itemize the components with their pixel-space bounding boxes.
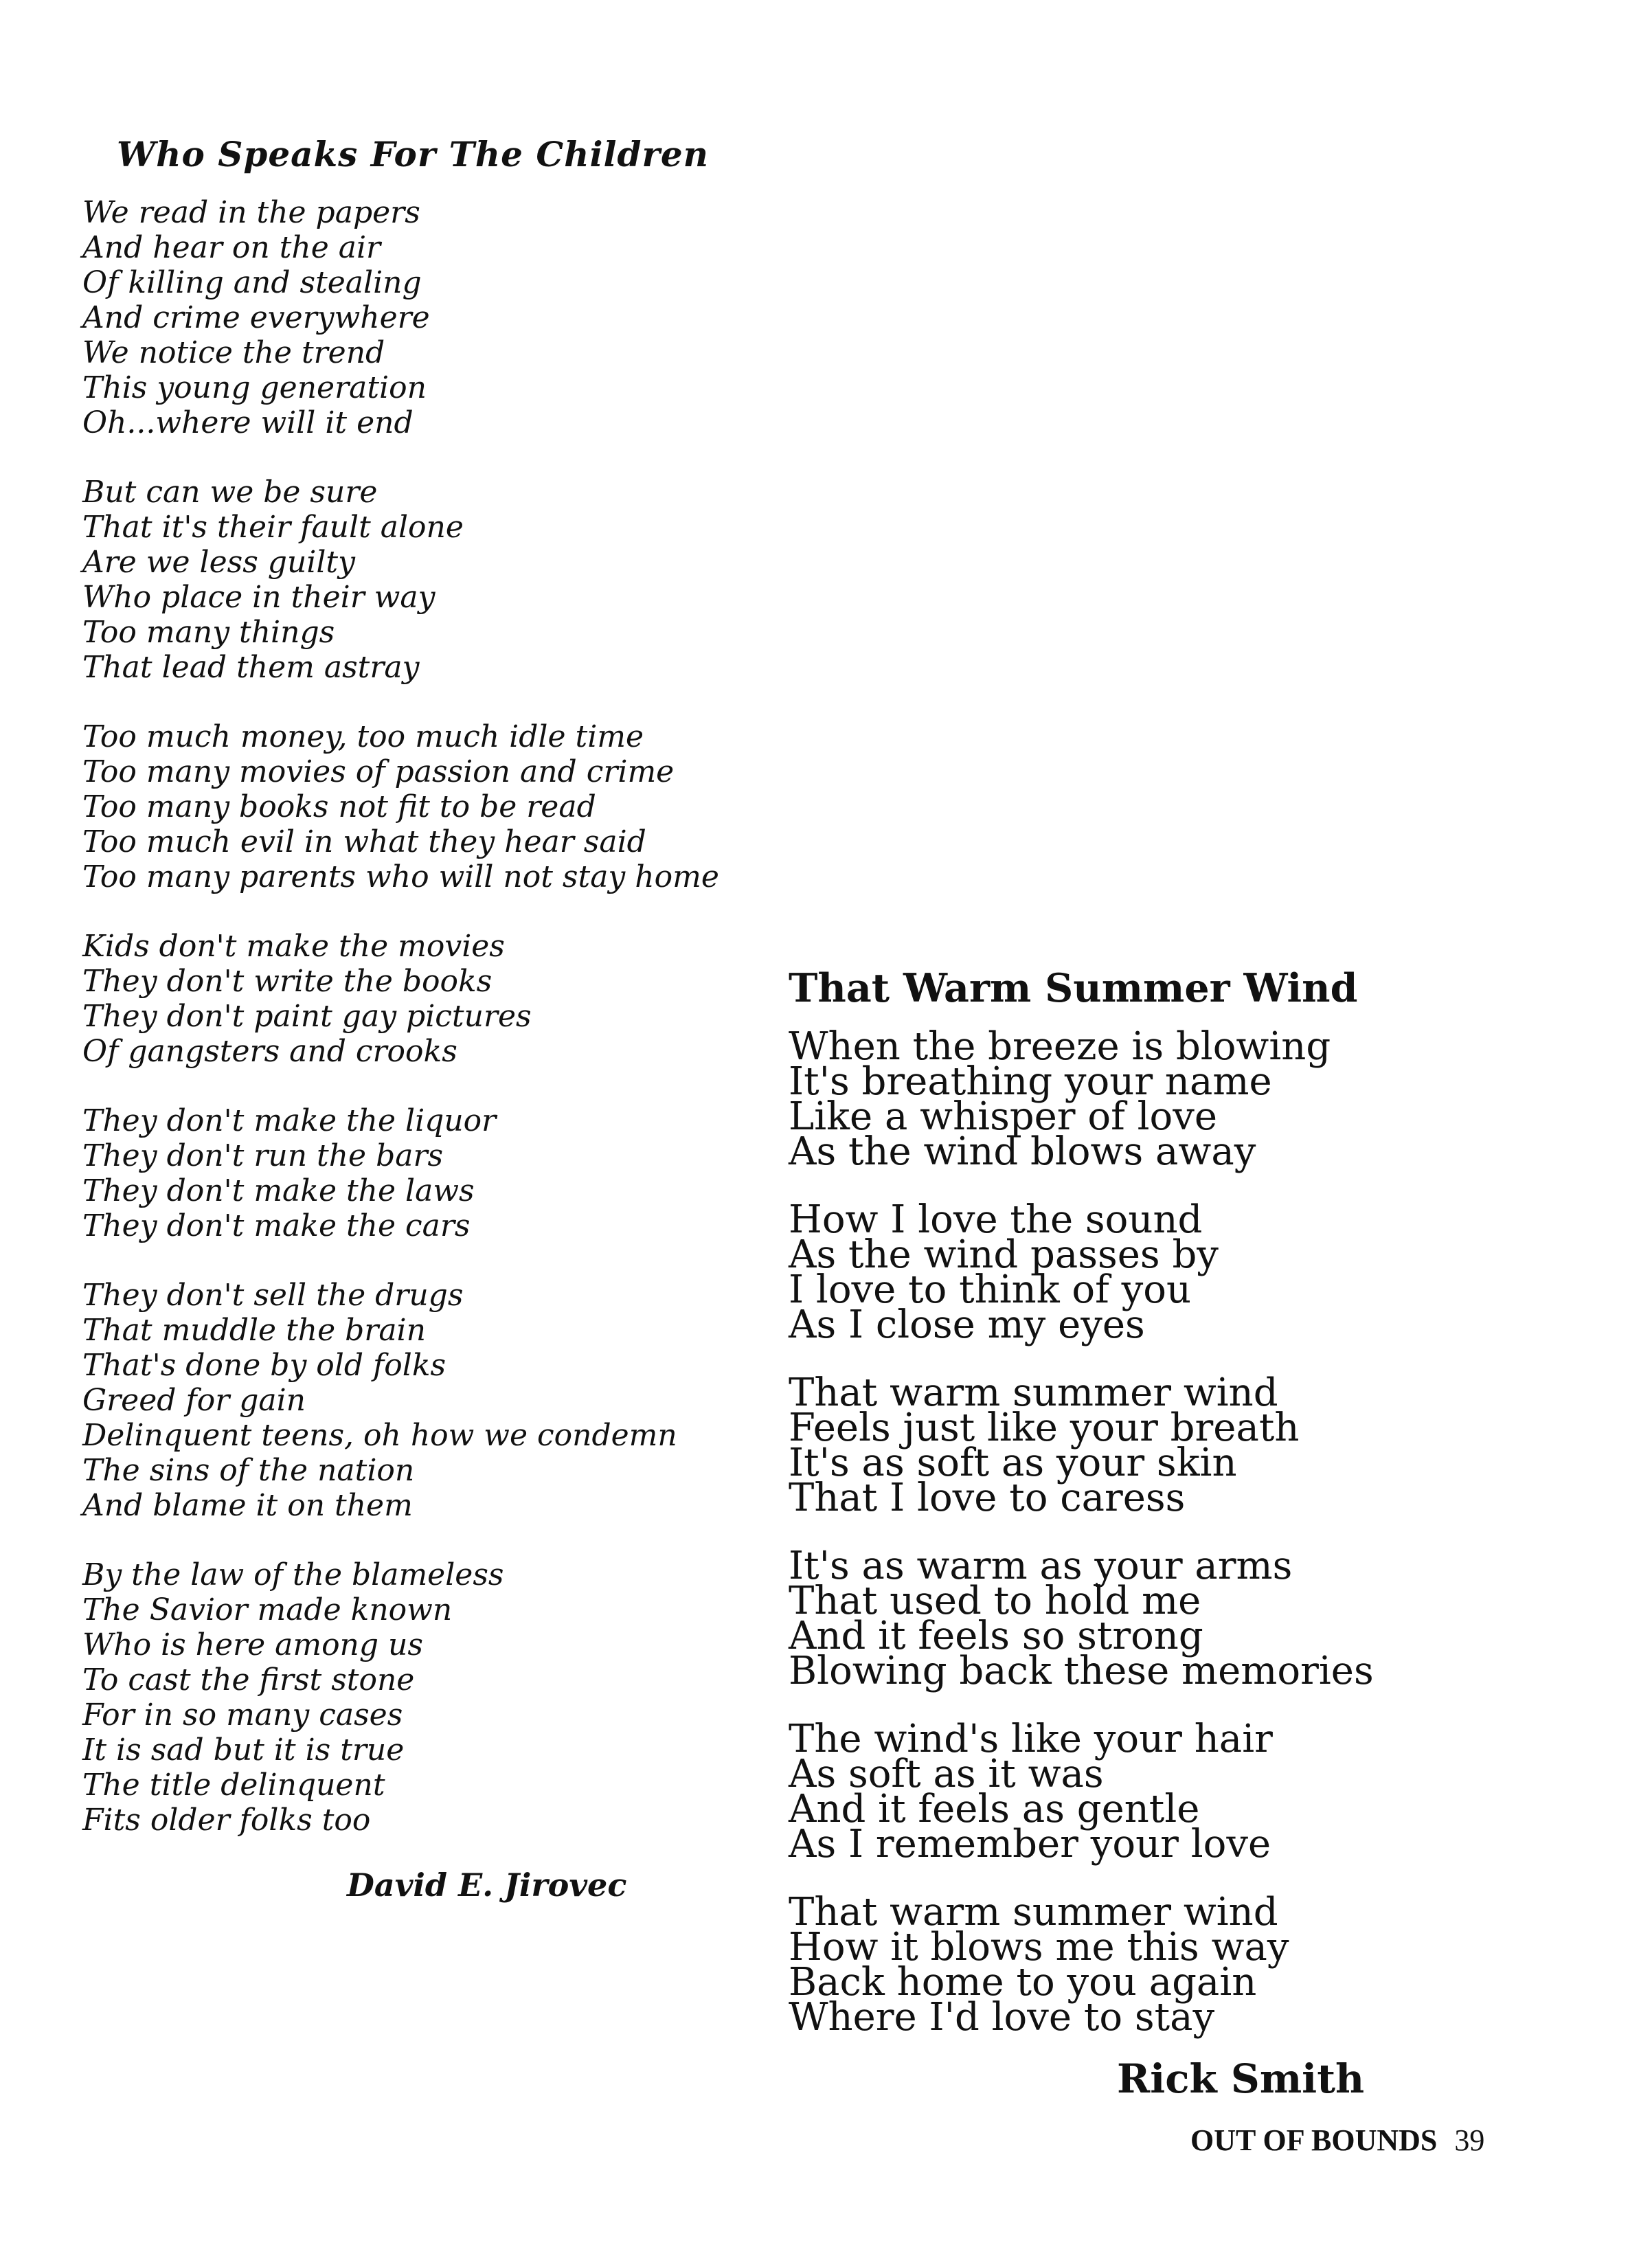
poem-line: And it feels as gentle: [789, 1787, 1200, 1831]
poem-author: David E. Jirovec: [347, 1866, 627, 1904]
poem-line: It is sad but it is true: [82, 1733, 405, 1768]
poem-line: The wind's like your hair: [789, 1717, 1273, 1761]
poem-line: As the wind passes by: [789, 1232, 1219, 1277]
poem-line: We notice the trend: [82, 335, 385, 370]
poem-line: It's as soft as your skin: [789, 1441, 1237, 1485]
poem-line: As the wind blows away: [789, 1129, 1256, 1174]
poem-line: Who place in their way: [82, 580, 435, 615]
poem-line: The Savior made known: [82, 1592, 453, 1627]
stanza: [82, 1278, 776, 1523]
poem-line: Are we less guilty: [82, 545, 355, 580]
poem-line: That warm summer wind: [789, 1890, 1278, 1934]
poem-line: Kids don't make the movies: [82, 929, 505, 964]
poem-line: That's done by old folks: [82, 1348, 446, 1383]
poem-line: They don't paint gay pictures: [82, 999, 532, 1034]
poem-line: They don't write the books: [82, 964, 493, 999]
poem-title: Who Speaks For The Children: [117, 134, 709, 174]
poem-line: They don't make the cars: [82, 1208, 471, 1243]
poem-line: Too many parents who will not stay home: [82, 859, 719, 894]
poem-line: That muddle the brain: [82, 1313, 426, 1348]
poem-line: Blowing back these memories: [789, 1649, 1374, 1693]
stanza: [82, 1557, 776, 1838]
stanza: [789, 1370, 1544, 1520]
poem-line: As soft as it was: [789, 1752, 1104, 1796]
poem-line: By the law of the blameless: [82, 1557, 504, 1592]
poem-line: Of gangsters and crooks: [82, 1034, 457, 1069]
poem-line: As I close my eyes: [789, 1302, 1145, 1347]
poem-line: I love to think of you: [789, 1267, 1192, 1312]
stanza: [789, 1024, 1544, 1174]
poem-line: Feels just like your breath: [789, 1406, 1300, 1450]
poem-line: That I love to caress: [789, 1476, 1186, 1520]
stanza: [82, 1103, 776, 1243]
stanza: [789, 1197, 1544, 1347]
poem-line: Who is here among us: [82, 1627, 423, 1662]
poem-line: And blame it on them: [82, 1488, 413, 1523]
stanza: [789, 1717, 1544, 1866]
poem-line: When the breeze is blowing: [789, 1024, 1331, 1069]
poem-who-speaks-for-the-children: [82, 134, 776, 1904]
poem-line: But can we be sure: [82, 475, 378, 510]
poem-line: It's as warm as your arms: [789, 1544, 1293, 1588]
poem-line: This young generation: [82, 370, 427, 405]
poem-line: It's breathing your name: [789, 1059, 1272, 1104]
poem-line: Too many things: [82, 615, 335, 650]
poem-line: That warm summer wind: [789, 1370, 1278, 1415]
poem-line: Too many books not fit to be read: [82, 789, 596, 824]
poem-author: Rick Smith: [1117, 2055, 1365, 2102]
page-number: 39: [1454, 2123, 1485, 2157]
poem-line: Of killing and stealing: [82, 265, 422, 300]
poem-line: As I remember your love: [789, 1822, 1271, 1866]
poem-line: Oh...where will it end: [82, 405, 414, 440]
stanza: [82, 475, 776, 685]
poem-line: And crime everywhere: [82, 300, 430, 335]
poem-line: Fits older folks too: [82, 1803, 371, 1838]
stanza: [789, 1890, 1544, 2040]
poem-line: Back home to you again: [789, 1960, 1257, 2005]
poem-line: That it's their fault alone: [82, 510, 464, 545]
poem-title: That Warm Summer Wind: [789, 965, 1358, 1011]
poem-line: The title delinquent: [82, 1768, 385, 1803]
poem-line: They don't make the laws: [82, 1173, 475, 1208]
poem-line: Greed for gain: [82, 1383, 306, 1418]
poem-line: And it feels so strong: [789, 1614, 1203, 1658]
poem-line: They don't sell the drugs: [82, 1278, 464, 1313]
poem-that-warm-summer-wind: [789, 965, 1544, 2102]
poem-line: Too many movies of passion and crime: [82, 754, 675, 789]
poem-line: Too much money, too much idle time: [82, 719, 644, 754]
poem-line: Delinquent teens, oh how we condemn: [82, 1418, 677, 1453]
stanza: [82, 929, 776, 1069]
stanza: [789, 1544, 1544, 1693]
poem-line: We read in the papers: [82, 195, 420, 230]
poem-line: They don't run the bars: [82, 1138, 444, 1173]
poem-line: Like a whisper of love: [789, 1094, 1218, 1139]
publication-name: OUT OF BOUNDS: [1190, 2123, 1438, 2157]
poem-line: To cast the first stone: [82, 1662, 415, 1697]
poem-line: Where I'd love to stay: [789, 1995, 1215, 2040]
poem-line: Too much evil in what they hear said: [82, 824, 646, 859]
poem-line: That used to hold me: [789, 1579, 1201, 1623]
stanza: [82, 719, 776, 894]
stanza: [82, 195, 776, 440]
poem-line: And hear on the air: [82, 230, 381, 265]
poem-line: For in so many cases: [82, 1697, 403, 1733]
page-footer: [1190, 2123, 1484, 2158]
poem-line: How I love the sound: [789, 1197, 1203, 1242]
poem-line: That lead them astray: [82, 650, 420, 685]
poem-line: The sins of the nation: [82, 1453, 415, 1488]
poem-line: They don't make the liquor: [82, 1103, 497, 1138]
poem-line: How it blows me this way: [789, 1925, 1289, 1970]
